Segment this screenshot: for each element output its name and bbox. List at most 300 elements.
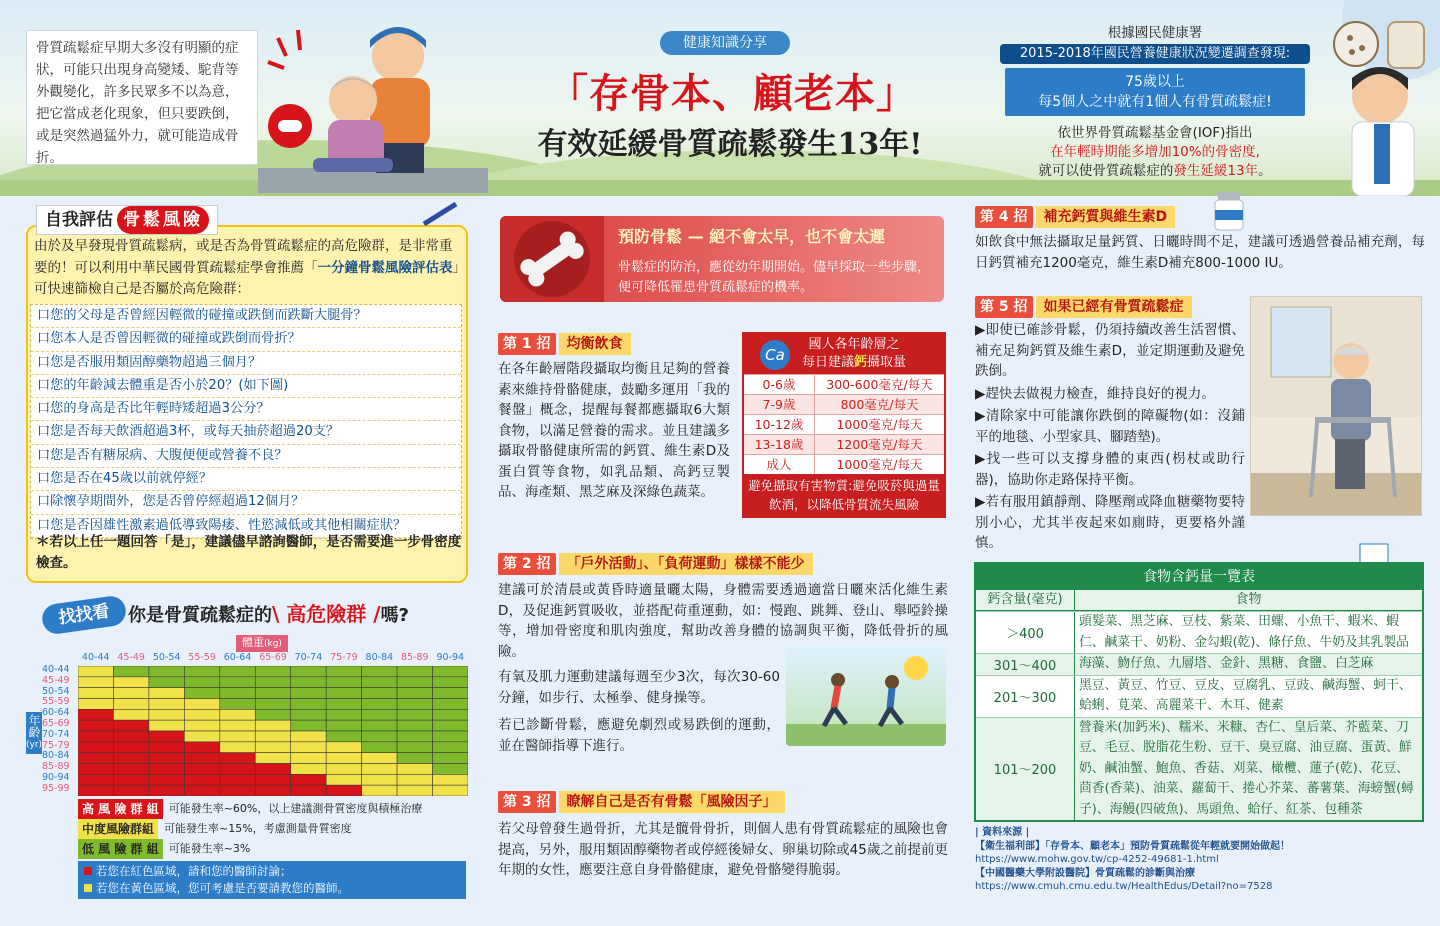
- calcium-amount: 1200毫克/每天: [814, 435, 944, 454]
- risk-grid-cell: [220, 753, 255, 764]
- survey-box: [985, 24, 1325, 181]
- weight-column-label: 60-64: [223, 652, 252, 663]
- risk-grid-cell: [184, 709, 219, 720]
- calcium-title2-a: 每日建議: [801, 355, 854, 370]
- iof-line3: [985, 162, 1325, 181]
- iof-line2: 在年輕時期能多增加10%的骨密度,: [1050, 144, 1260, 160]
- risk-grid-cell: [149, 785, 184, 796]
- sub-title: 有效延緩骨質疏鬆發生13年!: [537, 127, 923, 162]
- weight-column-label: 85-89: [401, 652, 429, 663]
- risk-grid-cell: [362, 774, 397, 785]
- reference-1-title: 【衛生福利部】「存骨本、顧老本」預防骨質疏鬆從年輕就要開始做起！: [975, 840, 1290, 852]
- risk-grid-cell: [397, 699, 432, 710]
- tip3-title: 瞭解自己是否有骨鬆「風險因子」: [559, 791, 785, 813]
- risk-grid-cell: [113, 677, 148, 688]
- risk-legend-row: [78, 819, 470, 839]
- weight-column-label: 50-54: [152, 652, 181, 663]
- bone-icon-box: [500, 216, 604, 302]
- main-title: 「存骨本、顧老本」: [548, 70, 917, 117]
- risk-legend-row: [78, 839, 470, 859]
- calcium-row: [744, 414, 944, 434]
- calcium-icon: Ca: [760, 340, 790, 370]
- calcium-table-foot: 避免攝取有害物質:避免吸菸與過量飲酒，以降低骨質流失風險: [744, 474, 944, 516]
- risk-grid-cell: [291, 720, 326, 731]
- reference-1-link[interactable]: https://www.mohw.gov.tw/cp-4252-49681-1.html: [975, 854, 1219, 865]
- question-item[interactable]: 口您是否有糖尿病、大腹便便或營養不良？: [31, 445, 461, 468]
- weight-column-label: 45-49: [117, 652, 145, 663]
- age-rows: [42, 665, 78, 795]
- risk-grid-cell: [291, 785, 326, 796]
- tip5-item: ▶清除家中可能讓你跌倒的障礙物(如：沒鋪平的地毯、小型家具、腳踏墊)。: [975, 408, 1245, 445]
- weight-column-label: 65-69: [259, 652, 287, 663]
- risk-grid-cell: [255, 731, 290, 742]
- risk-grid-cell: [113, 699, 148, 710]
- risk-grid-cell: [397, 753, 432, 764]
- risk-grid-cell: [78, 774, 113, 785]
- risk-grid-cell: [113, 742, 148, 753]
- risk-legend-row: [78, 799, 470, 819]
- risk-grid-cell: [220, 720, 255, 731]
- risk-grid-cell: [362, 688, 397, 699]
- risk-grid-cell: [433, 753, 468, 764]
- age-row-label: 80-84: [42, 750, 70, 762]
- risk-legend-desc: 可能發生率~15%，考慮測量骨質密度: [164, 822, 352, 835]
- find-badge: 找找看: [40, 594, 127, 635]
- age-label-char: 年齡: [27, 714, 41, 738]
- risk-grid-cell: [291, 709, 326, 720]
- risk-note-yellow: [84, 880, 460, 897]
- references-title: | 資料來源 |: [975, 827, 1030, 838]
- risk-grid-cell: [149, 774, 184, 785]
- age-row-label: 40-44: [42, 664, 70, 675]
- food-items: 營養米(加鈣米)、糯米、米糠、杏仁、皇后菜、芥藍菜、刀豆、毛豆、脫脂花生粉、豆干、臭豆腐、油豆腐、蛋黃、鮮奶、鹹油蟹、鮑魚、香菇、刈菜、橄欖、蓮子(乾)、花豆、茴香(香菜)、油菜、蘿蔔干、捲心芥菜、蕃薯葉、海螃蟹(蟳子)、海鰻(四破魚)、馬頭魚、蛤仔、紅茶、包種茶: [1074, 718, 1422, 821]
- weight-column-label: 70-74: [294, 652, 323, 663]
- find-title-c: 嗎?: [380, 605, 409, 626]
- risk-legend-note: [78, 861, 466, 899]
- food-items: 海藻、魩仔魚、九層塔、金針、黑糖、食鹽、白芝麻: [1074, 654, 1422, 675]
- share-tag: 健康知識分享: [660, 31, 790, 55]
- tip5-item: ▶找一些可以支撐身體的東西(枴杖或助行器)，協助你走路保持平衡。: [975, 451, 1245, 488]
- risk-grid-cell: [220, 764, 255, 775]
- risk-grid-cell: [397, 764, 432, 775]
- risk-grid-cell: [184, 666, 219, 677]
- risk-grid-cell: [149, 753, 184, 764]
- prevention-title: 預防骨鬆 — 絕不會太早，也不會太遲: [618, 227, 886, 246]
- header-banner: [0, 0, 1440, 196]
- age-row-label: 95-99: [42, 782, 70, 794]
- risk-grid-cell: [78, 666, 113, 677]
- risk-grid-cell: [362, 699, 397, 710]
- risk-grid-cell: [326, 742, 361, 753]
- age-row-label: 60-64: [42, 707, 70, 719]
- red-square-icon: [84, 867, 92, 875]
- risk-grid-cell: [255, 774, 290, 785]
- pencil-icon: [420, 200, 460, 228]
- self-intro-highlight: 一分鐘骨鬆風險評估表: [317, 259, 453, 276]
- self-assessment-note: ＊若以上任一題回答「是」，建議儘早諮詢醫師，是否需要進一步骨密度檢查。: [36, 534, 462, 571]
- tip5-item: ▶即使已確診骨鬆，仍須持續改善生活習慣、補充足夠鈣質及維生素D，並定期運動及避免跌倒。: [975, 322, 1245, 379]
- bone-icon: [500, 216, 604, 302]
- risk-grid-cell: [291, 753, 326, 764]
- calcium-title2-c: 攝取量: [867, 355, 907, 370]
- question-item[interactable]: 口您本人是否曾因輕微的碰撞或跌倒而骨折？: [31, 328, 461, 351]
- risk-grid-cell: [326, 731, 361, 742]
- risk-grid-cell: [326, 764, 361, 775]
- risk-grid-cell: [362, 666, 397, 677]
- risk-grid-cell: [433, 764, 468, 775]
- calcium-table: [742, 332, 946, 518]
- age-row-label: 90-94: [42, 771, 70, 783]
- risk-grid-cell: [149, 720, 184, 731]
- risk-note-yellow-text: 若您在黃色區域，您可考慮是否要請教您的醫師。: [96, 881, 349, 895]
- risk-legend-desc: 可能發生率~60%，以上建議測骨質密度與積極治療: [168, 802, 423, 815]
- risk-grid-cell: [326, 709, 361, 720]
- risk-grid-cell: [397, 774, 432, 785]
- risk-grid-cell: [362, 731, 397, 742]
- risk-grid-cell: [220, 688, 255, 699]
- risk-grid-cell: [433, 709, 468, 720]
- question-item[interactable]: 口您是否每天飲酒超過3杯，或每天抽菸超過20支？: [31, 421, 461, 444]
- question-item[interactable]: 口您是否因雄性激素過低導致陽痿、性慾減低或其他相關症狀？: [31, 515, 461, 538]
- risk-grid-cell: [433, 677, 468, 688]
- risk-grid-cell: [291, 699, 326, 710]
- tip3-number: 第 3 招: [498, 791, 556, 813]
- calcium-amount: 1000毫克/每天: [814, 415, 944, 434]
- self-assessment-title-a: 自我評估: [45, 210, 113, 230]
- tip2-body3: 若已診斷骨鬆，應避免劇烈或易跌倒的運動，並在醫師指導下進行。: [498, 717, 780, 754]
- question-list: [30, 304, 462, 539]
- risk-grid-cell: [433, 688, 468, 699]
- tip3-heading: [498, 791, 785, 813]
- risk-grid-cell: [113, 764, 148, 775]
- food-row: [976, 717, 1422, 821]
- tip2-body: 建議可於清晨或黃昏時適量曬太陽，身體需要透過適當日曬來活化維生素D，及促進鈣質吸收，並搭配荷重運動，如：慢跑、跳舞、登山、舉啞鈴操等，增加骨密度和肌肉強度，幫助改善身體的協調與平衡，降低骨折的風險。: [498, 582, 948, 660]
- reference-2-title: 【中國醫藥大學附設醫院】骨質疏鬆的診斷與治療: [975, 867, 1195, 879]
- risk-grid-cell: [220, 785, 255, 796]
- weight-unit: (kg): [264, 639, 282, 649]
- risk-grid-cell: [78, 764, 113, 775]
- tip2-heading: [498, 553, 813, 575]
- food-col-amount: 鈣含量(毫克): [987, 592, 1063, 607]
- references: [975, 826, 1425, 894]
- tip1-number: 第 1 招: [498, 333, 556, 355]
- self-assessment-intro: [34, 236, 464, 301]
- risk-grid-cell: [113, 774, 148, 785]
- risk-grid-cell: [362, 709, 397, 720]
- food-amount: ＞400: [1006, 627, 1044, 642]
- tip1-title: 均衡飲食: [559, 333, 631, 355]
- self-assessment-title-highlight: 骨鬆風險: [117, 206, 209, 234]
- age-row-label: 75-79: [42, 739, 70, 751]
- calcium-amount: 1000毫克/每天: [814, 455, 944, 474]
- tip3-body: 若父母曾發生過骨折，尤其是髖骨骨折，則個人患有骨質疏鬆症的風險也會提高，另外，服用類固醇藥物者或停經後婦女、卵巢切除或45歲之前提前更年期的女性，應要注意自身骨骼健康，避免骨骼變得脆弱。: [498, 821, 948, 878]
- risk-grid-cell: [113, 753, 148, 764]
- risk-grid-cell: [184, 731, 219, 742]
- question-item[interactable]: 口您是否服用類固醇藥物超過三個月？: [31, 352, 461, 375]
- weight-column-label: 75-79: [330, 652, 358, 663]
- food-amount: 101～200: [993, 763, 1057, 779]
- calcium-amount: 300-600毫克/每天: [814, 375, 944, 394]
- risk-grid: [78, 666, 468, 796]
- risk-grid-cell: [326, 774, 361, 785]
- weight-columns: [78, 652, 468, 663]
- risk-grid-cell: [78, 709, 113, 720]
- supplement-bottle-icon: [1212, 190, 1246, 232]
- risk-grid-cell: [433, 785, 468, 796]
- risk-grid-cell: [433, 699, 468, 710]
- elderly-walker-illustration: [1250, 296, 1422, 516]
- survey-source: 根據國民健康署: [1107, 25, 1203, 41]
- calcium-age: 7-9歲: [762, 397, 796, 412]
- risk-grid-cell: [326, 720, 361, 731]
- risk-note-red: [84, 863, 460, 880]
- risk-grid-cell: [326, 699, 361, 710]
- risk-grid-cell: [255, 753, 290, 764]
- risk-grid-cell: [255, 699, 290, 710]
- weight-column-label: 40-44: [81, 652, 110, 663]
- risk-grid-cell: [220, 742, 255, 753]
- risk-grid-cell: [184, 785, 219, 796]
- risk-grid-cell: [291, 774, 326, 785]
- calcium-title2-b: 鈣: [853, 355, 867, 370]
- risk-grid-cell: [78, 785, 113, 796]
- risk-grid-cell: [78, 688, 113, 699]
- question-item[interactable]: 口除懷孕期間外，您是否曾停經超過12個月？: [31, 491, 461, 514]
- risk-grid-cell: [255, 785, 290, 796]
- calcium-title2: [764, 354, 944, 372]
- risk-grid-cell: [149, 677, 184, 688]
- risk-grid-cell: [220, 666, 255, 677]
- calcium-age: 10-12歲: [754, 417, 804, 432]
- risk-grid-cell: [149, 731, 184, 742]
- food-calcium-table: [974, 562, 1424, 822]
- risk-grid-cell: [433, 720, 468, 731]
- risk-grid-cell: [184, 774, 219, 785]
- risk-grid-cell: [397, 731, 432, 742]
- tip5-title: 如果已經有骨質疏鬆症: [1036, 296, 1192, 318]
- tip2-number: 第 2 招: [498, 553, 556, 575]
- tip4-heading: [975, 206, 1175, 228]
- survey-age: 75歲以上: [1125, 74, 1185, 90]
- risk-grid-cell: [326, 666, 361, 677]
- question-item[interactable]: 口您的年齡減去體重是否小於20？(如下圖): [31, 375, 461, 398]
- food-col-items: 食物: [1074, 590, 1422, 610]
- risk-grid-cell: [184, 764, 219, 775]
- risk-grid-cell: [362, 785, 397, 796]
- risk-grid-cell: [291, 666, 326, 677]
- risk-grid-cell: [149, 666, 184, 677]
- risk-grid-cell: [220, 774, 255, 785]
- food-items: 黑豆、黃豆、竹豆、豆皮、豆腐乳、豆豉、鹹海蟹、蚵干、蛤蜊、莧菜、高麗菜干、木耳、健素: [1074, 676, 1422, 717]
- risk-grid-cell: [149, 742, 184, 753]
- tip5-list: [975, 320, 1245, 556]
- risk-legend-desc: 可能發生率~3%: [168, 842, 251, 855]
- calcium-row: [744, 394, 944, 414]
- risk-grid-cell: [397, 742, 432, 753]
- find-title: [128, 600, 409, 630]
- calcium-row: [744, 454, 944, 474]
- iof-line1: 依世界骨質疏鬆基金會(IOF)指出: [1057, 125, 1253, 141]
- risk-grid-cell: [397, 688, 432, 699]
- age-unit: (yr): [26, 740, 43, 750]
- risk-grid-cell: [113, 709, 148, 720]
- self-intro-a: 由於及早發現骨質疏鬆病，或是否為骨質疏鬆症的高危險群，是非常重要的！可以利用中華民國骨質疏鬆症學會推薦「: [34, 238, 453, 276]
- age-row-label: 65-69: [42, 717, 70, 729]
- risk-grid-cell: [78, 699, 113, 710]
- risk-grid-cell: [362, 742, 397, 753]
- risk-grid-cell: [78, 753, 113, 764]
- risk-grid-cell: [220, 731, 255, 742]
- tip4-title: 補充鈣質與維生素D: [1036, 206, 1176, 228]
- tip2-body2: 有氧及肌力運動建議每週至少3次，每次30-60分鐘，如步行、太極拳、健身操等。: [498, 669, 780, 706]
- risk-grid-cell: [397, 677, 432, 688]
- weight-column-label: 80-84: [365, 652, 394, 663]
- tip5-heading: [975, 296, 1192, 318]
- risk-legend-key: 低 風 險 群 組: [78, 839, 163, 859]
- age-row-label: 85-89: [42, 761, 70, 773]
- risk-grid-cell: [184, 753, 219, 764]
- risk-grid-cell: [220, 699, 255, 710]
- self-assessment-title: [36, 205, 218, 235]
- food-table-title: 食物含鈣量一覽表: [976, 564, 1422, 590]
- risk-grid-cell: [113, 666, 148, 677]
- risk-grid-cell: [255, 677, 290, 688]
- self-intro-c: 」可快速篩檢自己是否屬於高危險群：: [34, 259, 460, 297]
- food-amount: 201～300: [993, 690, 1057, 706]
- risk-grid-cell: [362, 720, 397, 731]
- risk-grid-cell: [78, 720, 113, 731]
- risk-grid-cell: [291, 764, 326, 775]
- risk-grid-cell: [291, 731, 326, 742]
- food-row: [976, 611, 1422, 653]
- risk-grid-cell: [433, 731, 468, 742]
- risk-grid-cell: [362, 753, 397, 764]
- tip4-body: 如飲食中無法攝取足量鈣質、日曬時間不足，建議可透過營養品補充劑，每日鈣質補充1200毫克，維生素D補充800-1000 IU。: [975, 234, 1425, 271]
- calcium-title1: 國人各年齡層之: [808, 337, 900, 352]
- weight-column-label: 55-59: [188, 652, 216, 663]
- find-title-highlight: \ 高危險群 /: [272, 602, 381, 626]
- tip1-body: 在各年齡層階段攝取均衡且足夠的營養素來維持骨骼健康，鼓勵多運用「我的餐盤」概念，提醒每餐都應攝取6大類食物，以滿足營養的需求。並且建議多攝取骨骼健康所需的鈣質、維生素D及蛋白質等食物，如乳品類、高鈣豆製品、海產類、黑芝麻及深綠色蔬菜。: [498, 361, 730, 500]
- calcium-age: 13-18歲: [754, 437, 804, 452]
- calcium-age: 成人: [766, 457, 792, 472]
- risk-grid-cell: [184, 742, 219, 753]
- age-label: [26, 712, 42, 754]
- risk-grid-cell: [397, 709, 432, 720]
- runners-illustration: [786, 646, 946, 746]
- risk-grid-cell: [78, 731, 113, 742]
- age-row-label: 50-54: [42, 685, 70, 697]
- tip5-number: 第 5 招: [975, 296, 1033, 318]
- tip1-heading: [498, 333, 631, 355]
- age-row-label: 45-49: [42, 674, 70, 686]
- risk-grid-cell: [362, 677, 397, 688]
- risk-grid-cell: [113, 688, 148, 699]
- weight-label-text: 體重: [242, 636, 264, 649]
- calcium-table-head: [744, 334, 944, 374]
- reference-2-link[interactable]: https://www.cmuh.cmu.edu.tw/HealthEdus/Detail?no=7528: [975, 881, 1273, 892]
- risk-grid-cell: [149, 764, 184, 775]
- question-item[interactable]: 口您是否在45歲以前就停經？: [31, 468, 461, 491]
- risk-legend-key: 高 風 險 群 組: [78, 799, 163, 819]
- risk-note-red-text: 若您在紅色區域，請和您的醫師討論；: [96, 864, 292, 878]
- weight-column-label: 90-94: [436, 652, 465, 663]
- tip2-title: 「戶外活動」、「負荷運動」樣樣不能少: [559, 553, 813, 575]
- food-amount: 301～400: [993, 658, 1057, 674]
- age-row-label: 55-59: [42, 696, 70, 708]
- survey-highlight: [1005, 68, 1305, 116]
- yellow-square-icon: [84, 884, 92, 892]
- find-title-a: 你是骨質疏鬆症的: [128, 605, 272, 626]
- prevention-desc: 骨鬆症的防治，應從幼年期開始。儘早採取一些步驟，便可降低罹患骨質疏鬆症的機率。: [618, 260, 931, 295]
- iof-line3-b: 發生延緩13年: [1173, 163, 1259, 179]
- risk-grid-cell: [220, 709, 255, 720]
- risk-grid-cell: [149, 709, 184, 720]
- risk-grid-cell: [255, 709, 290, 720]
- question-item[interactable]: 口您的身高是否比年輕時矮超過3公分？: [31, 398, 461, 421]
- calcium-amount: 800毫克/每天: [814, 395, 944, 414]
- food-items: 頭髮菜、黑芝麻、豆枝、紫菜、田螺、小魚干、蝦米、蝦仁、鹹菜干、奶粉、金勾蝦(乾)、條仔魚、牛奶及其乳製品: [1074, 612, 1422, 653]
- risk-grid-cell: [291, 742, 326, 753]
- elderly-fall-illustration: [258, 18, 488, 193]
- food-row: [976, 653, 1422, 675]
- risk-grid-cell: [326, 753, 361, 764]
- intro-text: 骨質疏鬆症早期大多沒有明顯的症狀，可能只出現身高變矮、駝背等外觀變化，許多民眾多不以為意，把它當成老化現象，但只要跌倒，或是突然過猛外力，就可能造成骨折。: [26, 30, 258, 165]
- risk-legend-key: 中度風險群組: [78, 819, 158, 839]
- doctor-illustration: [1322, 0, 1440, 196]
- risk-grid-cell: [362, 764, 397, 775]
- tip5-item: ▶趕快去做視力檢查，維持良好的視力。: [975, 385, 1215, 402]
- calcium-row: [744, 434, 944, 454]
- weight-label: [236, 635, 288, 652]
- risk-grid-cell: [255, 742, 290, 753]
- risk-grid-cell: [184, 699, 219, 710]
- risk-grid-cell: [326, 688, 361, 699]
- risk-grid-cell: [113, 785, 148, 796]
- risk-grid-cell: [184, 688, 219, 699]
- tip5-item: ▶若有服用鎮靜劑、降壓劑或降血糖藥物要特別小心，尤其半夜起來如廁時，更要格外謹慎。: [975, 494, 1245, 551]
- risk-grid-cell: [184, 720, 219, 731]
- iof-line3-c: 。: [1258, 163, 1272, 179]
- risk-grid-cell: [149, 699, 184, 710]
- risk-legend: [78, 799, 470, 859]
- risk-grid-cell: [326, 677, 361, 688]
- risk-grid-cell: [113, 720, 148, 731]
- risk-grid-cell: [433, 666, 468, 677]
- risk-grid-cell: [255, 764, 290, 775]
- risk-grid-cell: [433, 774, 468, 785]
- iof-line3-a: 就可以使骨質疏鬆症的: [1038, 163, 1174, 179]
- risk-grid-cell: [291, 677, 326, 688]
- survey-period: 2015-2018年國民營養健康狀況變遷調查發現:: [1000, 44, 1310, 64]
- risk-grid-cell: [255, 688, 290, 699]
- risk-grid-cell: [397, 720, 432, 731]
- question-item[interactable]: 口您的父母是否曾經因輕微的碰撞或跌倒而跌斷大腿骨？: [31, 305, 461, 328]
- risk-grid-cell: [433, 742, 468, 753]
- age-row-label: 70-74: [42, 728, 70, 740]
- risk-grid-cell: [113, 731, 148, 742]
- risk-grid-cell: [326, 785, 361, 796]
- risk-grid-cell: [255, 666, 290, 677]
- survey-stat: 每5個人之中就有1個人有骨質疏鬆症!: [1038, 94, 1272, 110]
- risk-grid-cell: [255, 720, 290, 731]
- risk-grid-cell: [184, 677, 219, 688]
- risk-grid-cell: [78, 742, 113, 753]
- risk-grid-cell: [220, 677, 255, 688]
- risk-grid-cell: [149, 688, 184, 699]
- risk-grid-cell: [78, 677, 113, 688]
- food-row: [976, 675, 1422, 717]
- calcium-age: 0-6歲: [762, 377, 796, 392]
